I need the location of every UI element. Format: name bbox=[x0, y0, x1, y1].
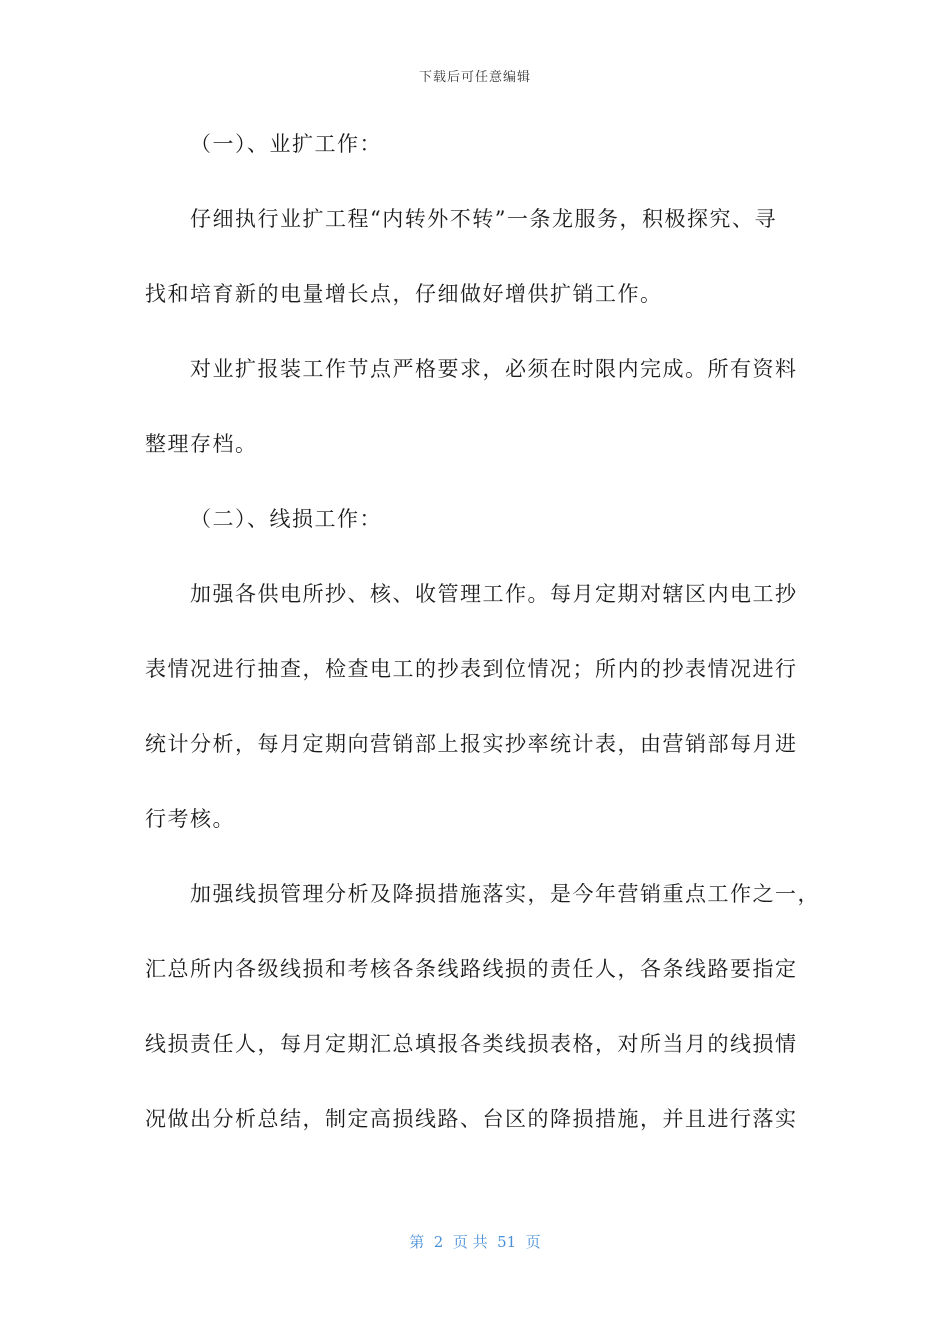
paragraph-line: 对业扩报装工作节点严格要求，必须在时限内完成。所有资料 bbox=[190, 357, 798, 381]
paragraph-line: 汇总所内各级线损和考核各条线路线损的责任人，各条线路要指定 bbox=[145, 957, 798, 981]
section-heading-2: （二）、线损工作： bbox=[190, 507, 382, 531]
paragraph-line: 仔细执行业扩工程“内转外不转”一条龙服务，积极探究、寻 bbox=[190, 207, 777, 231]
paragraph-line: 加强各供电所抄、核、收管理工作。每月定期对辖区内电工抄 bbox=[190, 582, 798, 606]
section-heading-1: （一）、业扩工作： bbox=[190, 132, 382, 156]
paragraph-line: 找和培育新的电量增长点，仔细做好增供扩销工作。 bbox=[145, 282, 663, 306]
paragraph-line: 行考核。 bbox=[145, 807, 235, 831]
page-header: 下载后可任意编辑 bbox=[418, 70, 531, 85]
page-number-footer: 第 2 页 共 51 页 bbox=[409, 1233, 541, 1251]
paragraph-line: 整理存档。 bbox=[145, 432, 258, 456]
paragraph-line: 线损责任人，每月定期汇总填报各类线损表格，对所当月的线损情 bbox=[145, 1032, 798, 1056]
paragraph-line: 表情况进行抽查，检查电工的抄表到位情况；所内的抄表情况进行 bbox=[145, 657, 798, 681]
paragraph-line: 加强线损管理分析及降损措施落实，是今年营销重点工作之一， bbox=[190, 882, 820, 906]
paragraph-line: 况做出分析总结，制定高损线路、台区的降损措施，并且进行落实 bbox=[145, 1107, 798, 1131]
paragraph-line: 统计分析，每月定期向营销部上报实抄率统计表，由营销部每月进 bbox=[145, 732, 798, 756]
